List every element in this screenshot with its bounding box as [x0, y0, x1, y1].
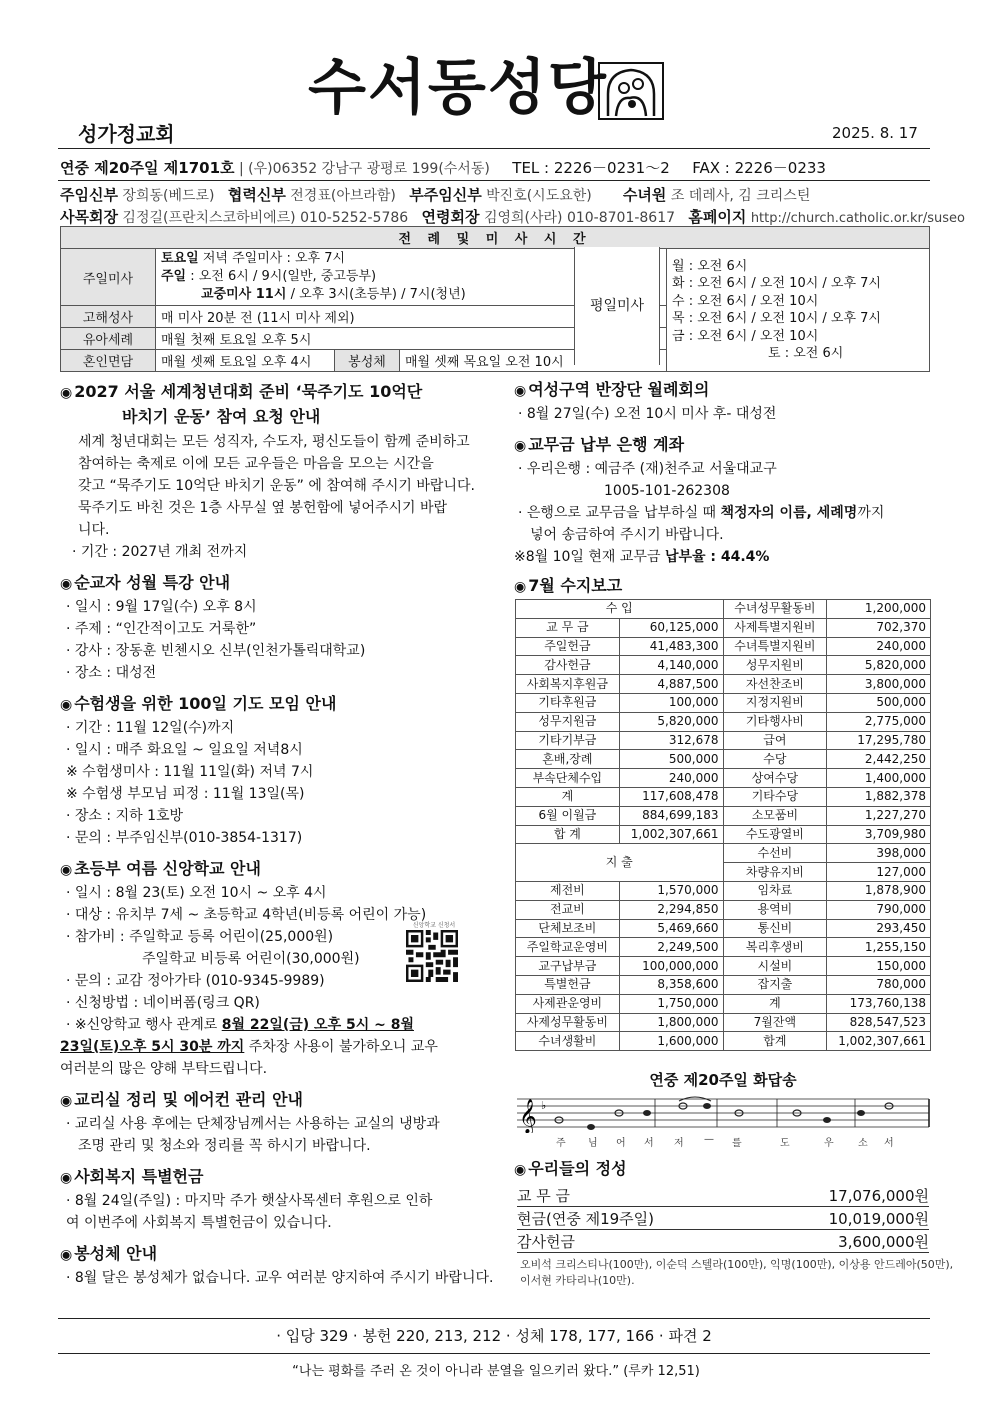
item-cell: 합 계: [516, 825, 620, 844]
weekday-mon: 월 : 오전 6시: [672, 258, 748, 274]
amount-cell: 1,002,307,661: [827, 1032, 931, 1051]
baptism-label: 유아세례: [61, 328, 156, 350]
item-cell: 사회복지후원금: [516, 675, 620, 694]
body-line: ※ 수험생미사 : 11월 11일(화) 저녁 7시: [66, 764, 314, 780]
weekday-fri: 금 : 오전 6시 / 오전 10시: [672, 328, 819, 344]
section-heading: [514, 378, 932, 403]
bullet-icon: ◉: [60, 862, 73, 878]
qr-caption: 신앙학교 신청서: [412, 922, 456, 929]
issue-line: [60, 157, 826, 178]
parking-notice: [66, 1014, 490, 1036]
body-line: · 기간 : 2027년 개최 전까지: [72, 544, 248, 560]
heading-text: 여성구역 반장단 월례회의: [528, 380, 710, 399]
item-cell: 기타후원금: [516, 693, 620, 712]
body-line: · 기간 : 11월 12일(수)까지: [66, 720, 235, 736]
amount-cell: 2,442,250: [827, 750, 931, 769]
tel: TEL : 2226－0231～2: [512, 159, 670, 177]
confession-label: 고해성사: [61, 306, 156, 328]
section-heading: [60, 380, 490, 405]
amount-cell: 127,000: [827, 863, 931, 882]
amount-cell: 1,002,307,661: [619, 825, 723, 844]
amount-cell: 1,750,000: [619, 994, 723, 1013]
item-cell: 기타기부금: [516, 731, 620, 750]
sun-time: : 오전 6시 / 9시(일반, 중고등부): [190, 269, 377, 284]
heading-text: 바치기 운동’ 참여 요청 안내: [122, 407, 321, 426]
staff-label: 홈페이지: [688, 208, 747, 226]
item-cell: 부속단체수입: [516, 769, 620, 788]
church-subtitle: 성가정교회: [78, 122, 175, 146]
attendance-stats: · 입당 329 · 봉헌 220, 213, 212 · 성체 178, 177, 166 · 파견 2: [58, 1318, 930, 1354]
amount-cell: 240,000: [827, 637, 931, 656]
amount-cell: 2,249,500: [619, 938, 723, 957]
finance-row: [516, 900, 931, 919]
amount-cell: 5,820,000: [619, 712, 723, 731]
body-line: · 강사 : 장동훈 빈첸시오 신부(인천가톨릭대학교): [66, 643, 366, 659]
staff-label: 부주임신부: [409, 186, 482, 204]
bullet-icon: ◉: [60, 1170, 73, 1186]
amount-cell: 5,469,660: [619, 919, 723, 938]
body-line: 니다.: [78, 522, 110, 538]
finance-row: [516, 1032, 931, 1051]
body-text: 까지: [857, 505, 885, 521]
bullet-icon: ◉: [60, 697, 73, 713]
item-cell: 임차료: [723, 881, 827, 900]
finance-row: [516, 881, 931, 900]
body-line: 갖고 “묵주기도 10억단 바치기 운동” 에 참여해 주시기 바랍니다.: [78, 478, 475, 494]
section-heading: [60, 1165, 490, 1190]
body-line: 묵주기도 바친 것은 1층 사무실 옆 봉헌함에 넣어주시기 바랍: [78, 500, 448, 516]
amount-cell: 17,295,780: [827, 731, 931, 750]
finance-table: [515, 599, 931, 1051]
amount-cell: 3,709,980: [827, 825, 931, 844]
finance-row: [516, 787, 931, 806]
finance-row: [516, 656, 931, 675]
bullet-icon: ◉: [514, 438, 527, 454]
heading-text: 봉성체 안내: [74, 1244, 158, 1263]
staff-value: 김영희(사라) 010-8701-8617: [483, 210, 676, 226]
staff-label: 주임신부: [60, 186, 118, 204]
body-line: 여러분의 많은 양해 부탁드립니다.: [60, 1061, 268, 1077]
sunday-mass-label: 주일미사: [61, 249, 156, 306]
amount-cell: 4,140,000: [619, 656, 723, 675]
body-text: · 은행으로 교무금을 납부하실 때: [518, 505, 717, 521]
bullet-icon: ◉: [60, 1093, 73, 1109]
mass-schedule-table: [60, 226, 930, 372]
offering-label: 교 무 금: [517, 1187, 571, 1205]
item-cell: 주일학교운영비: [516, 938, 620, 957]
bullet-icon: ◉: [514, 383, 527, 399]
item-cell: 교구납부금: [516, 957, 620, 976]
homepage-link[interactable]: http://church.catholic.or.kr/suseo: [750, 211, 965, 226]
amount-cell: 828,547,523: [827, 1013, 931, 1032]
item-cell: 소모품비: [723, 806, 827, 825]
finance-row: [516, 919, 931, 938]
finance-row: [516, 975, 931, 994]
item-cell: 교 무 금: [516, 618, 620, 637]
item-cell: 수녀성무활동비: [723, 600, 827, 619]
staff-label: 사목회장: [60, 208, 118, 226]
item-cell: 통신비: [723, 919, 827, 938]
offering-value: 17,076,000원: [828, 1187, 929, 1205]
amount-cell: 293,450: [827, 919, 931, 938]
section-heading: [514, 574, 932, 599]
sun-label: 주일: [161, 269, 187, 284]
finance-row: [516, 844, 931, 863]
section-heading: [514, 1157, 627, 1182]
staff-label: 수녀원: [622, 186, 667, 204]
item-cell: 기타행사비: [723, 712, 827, 731]
body-line: 넣어 송금하여 주시기 바랍니다.: [530, 527, 724, 543]
amount-cell: 1,882,378: [827, 787, 931, 806]
item-cell: 자선찬조비: [723, 675, 827, 694]
amount-cell: 1,600,000: [619, 1032, 723, 1051]
holy-family-logo-icon: [598, 62, 664, 120]
section-heading: [514, 433, 932, 458]
amount-cell: 3,800,000: [827, 675, 931, 694]
amount-cell: 398,000: [827, 844, 931, 863]
amount-cell: 60,125,000: [619, 618, 723, 637]
heading-text: 초등부 여름 신앙학교 안내: [74, 859, 261, 878]
svg-text:♭: ♭: [541, 1099, 547, 1112]
body-line: · 교리실 사용 후에는 단체장님께서는 사용하는 교실의 냉방과: [66, 1116, 440, 1132]
finance-row: [516, 675, 931, 694]
item-cell: 주일헌금: [516, 637, 620, 656]
donor-list: [520, 1257, 954, 1289]
finance-row: [516, 1013, 931, 1032]
amount-cell: 240,000: [619, 769, 723, 788]
body-line: · 장소 : 지하 1호방: [66, 808, 184, 824]
main-mass-label: 교중미사 11시: [201, 287, 287, 302]
holy-communion-time: 매월 셋째 목요일 오전 10시: [400, 350, 667, 372]
amount-cell: 150,000: [827, 957, 931, 976]
emphasis-text: 23일(토)오후 5시 30분 까지: [60, 1039, 245, 1055]
section-heading: [60, 692, 490, 717]
bank-account-number: 1005-101-262308: [604, 483, 730, 499]
heading-text: 2027 서울 세계청년대회 준비 ‘묵주기도 10억단: [74, 382, 423, 401]
offering-label: 감사헌금: [517, 1233, 575, 1251]
item-cell: 수녀특별지원비: [723, 637, 827, 656]
qr-code-icon: [406, 930, 458, 982]
body-line: · 장소 : 대성전: [66, 665, 157, 681]
holy-communion-label: 봉성체: [335, 350, 400, 372]
offering-value: 3,600,000원: [838, 1233, 929, 1251]
finance-row: [516, 994, 931, 1013]
issue-number: 연중 제20주일 제1701호: [60, 159, 235, 177]
item-cell: 7월잔액: [723, 1013, 827, 1032]
psalm-staff: [515, 1093, 931, 1133]
amount-cell: 173,760,138: [827, 994, 931, 1013]
lyric-syllable: 를: [732, 1138, 742, 1149]
staff-value: 김정길(프란치스코하비에르) 010-5252-5786: [122, 210, 409, 226]
payment-rate: 납부율 : 44.4%: [664, 549, 770, 565]
amount-cell: 780,000: [827, 975, 931, 994]
item-cell: 기타수당: [723, 787, 827, 806]
bank-line: · 우리은행 : 예금주 (재)천주교 서울대교구: [518, 461, 777, 477]
finance-row: [516, 938, 931, 957]
amount-cell: 2,294,850: [619, 900, 723, 919]
amount-cell: 2,775,000: [827, 712, 931, 731]
item-cell: 특별헌금: [516, 975, 620, 994]
offering-row: [517, 1185, 929, 1207]
staff-value: 박진호(시도요한): [486, 188, 592, 204]
bulletin-date: 2025. 8. 17: [832, 124, 918, 142]
body-line: · 문의 : 교감 정아가타 (010-9345-9989): [66, 973, 325, 989]
finance-row: [516, 769, 931, 788]
address: | (우)06352 강남구 광평로 199(수서동): [238, 161, 490, 177]
item-cell: 시설비: [723, 957, 827, 976]
item-cell: 복리후생비: [723, 938, 827, 957]
amount-cell: 5,820,000: [827, 656, 931, 675]
weekday-tue: 화 : 오전 6시 / 오전 10시 / 오후 7시: [672, 276, 881, 291]
heading-text: 우리들의 정성: [528, 1159, 627, 1178]
bullet-icon: ◉: [514, 1162, 527, 1178]
staff-label: 협력신부: [227, 186, 286, 204]
left-column: [60, 380, 494, 1289]
sat-time: 저녁 주일미사 : 오후 7시: [202, 251, 346, 266]
expense-header: 지 출: [516, 844, 724, 882]
heading-text: 순교자 성월 특강 안내: [74, 573, 231, 592]
amount-cell: 1,255,150: [827, 938, 931, 957]
body-line: 주일학교 비등록 어린이(30,000원): [142, 951, 360, 967]
finance-row: [516, 637, 931, 656]
lyric-syllable: 우: [824, 1138, 834, 1149]
section-heading: [60, 571, 490, 596]
weekday-wed: 수 : 오전 6시 / 오전 10시: [672, 293, 819, 309]
lyric-syllable: 서: [884, 1138, 894, 1149]
heading-text: 교리실 정리 및 에어컨 관리 안내: [74, 1090, 303, 1109]
body-line: · 주제 : “인간적이고도 거룩한”: [66, 621, 257, 637]
item-cell: 수당: [723, 750, 827, 769]
amount-cell: 41,483,300: [619, 637, 723, 656]
staff-label: 연령회장: [421, 208, 480, 226]
body-line: · 8월 27일(수) 오전 10시 미사 후- 대성전: [518, 406, 777, 422]
offering-row: [517, 1208, 929, 1230]
weekday-sat: 토 : 오전 6시: [768, 346, 844, 361]
finance-row: [516, 693, 931, 712]
income-header: 수 입: [516, 600, 724, 619]
heading-text: 수험생을 위한 100일 기도 모임 안내: [74, 694, 337, 713]
body-text: · ※신앙학교 행사 관계로: [66, 1017, 218, 1033]
offering-row: [517, 1231, 929, 1253]
body-line: · 8월 24일(주일) : 마지막 주가 햇살사목센터 후원으로 인하: [66, 1193, 433, 1209]
item-cell: 성무지원금: [516, 712, 620, 731]
scripture-quote: “나는 평화를 주러 온 것이 아니라 분열을 일으키러 왔다.” (루카 12,51): [292, 1364, 700, 1379]
heading-text: 교무금 납부 은행 계좌: [528, 435, 685, 454]
svg-text:𝄞: 𝄞: [519, 1099, 537, 1133]
weekday-times: [667, 249, 930, 372]
staff-value: 전경표(아브라함): [290, 188, 396, 204]
finance-row: [516, 618, 931, 637]
lyric-syllable: 소: [858, 1138, 868, 1149]
staff-line-2: [60, 206, 965, 227]
body-line: 세계 청년대회는 모든 성직자, 수도자, 평신도들이 함께 준비하고: [78, 434, 470, 450]
lyric-syllable: 님: [588, 1138, 598, 1149]
amount-cell: 702,370: [827, 618, 931, 637]
bullet-icon: ◉: [60, 576, 73, 592]
item-cell: 수녀생활비: [516, 1032, 620, 1051]
body-line: 여 이번주에 사회복지 특별헌금이 있습니다.: [66, 1215, 332, 1231]
item-cell: 단체보조비: [516, 919, 620, 938]
lyric-syllable: 도: [780, 1138, 790, 1149]
section-heading: [60, 1088, 490, 1113]
baptism-time: 매월 첫째 토요일 오후 5시: [156, 328, 667, 350]
body-line: · 대상 : 유치부 7세 ~ 초등학교 4학년(비등록 어린이 가능): [66, 907, 427, 923]
lyric-syllable: 주: [556, 1138, 566, 1149]
amount-cell: 100,000,000: [619, 957, 723, 976]
offering-value: 10,019,000원: [828, 1210, 929, 1228]
item-cell: 수도광열비: [723, 825, 827, 844]
bullet-icon: ◉: [514, 579, 527, 595]
item-cell: 사제특별지원비: [723, 618, 827, 637]
body-text: ※8월 10일 현재 교무금: [514, 549, 661, 565]
finance-row: [516, 825, 931, 844]
staff-value: 장희동(베드로): [122, 188, 215, 204]
staff-value: 조 데레사, 김 크리스틴: [670, 188, 811, 204]
finance-row: [516, 712, 931, 731]
lyric-syllable: 저: [674, 1138, 684, 1149]
heading-text: 사회복지 특별헌금: [74, 1167, 204, 1186]
right-column: [514, 378, 932, 599]
lyric-syllable: 서: [644, 1138, 654, 1149]
item-cell: 계: [723, 994, 827, 1013]
section-heading: [60, 857, 490, 882]
amount-cell: 4,887,500: [619, 675, 723, 694]
item-cell: 합계: [723, 1032, 827, 1051]
schedule-header: 전 례 및 미 사 시 간: [61, 227, 930, 249]
amount-cell: 1,400,000: [827, 769, 931, 788]
amount-cell: 100,000: [619, 693, 723, 712]
finance-row: [516, 806, 931, 825]
item-cell: 수선비: [723, 844, 827, 863]
item-cell: 사제관운영비: [516, 994, 620, 1013]
bullet-icon: ◉: [60, 1247, 73, 1263]
body-line: ※ 수험생 부모님 피정 : 11월 13일(목): [66, 786, 305, 802]
item-cell: 계: [516, 787, 620, 806]
psalm-title: 연중 제20주일 화답송: [649, 1071, 797, 1089]
item-cell: 감사헌금: [516, 656, 620, 675]
body-line: · 일시 : 9월 17일(수) 오후 8시: [66, 599, 257, 615]
item-cell: 성무지원비: [723, 656, 827, 675]
item-cell: 전교비: [516, 900, 620, 919]
qr-code[interactable]: [406, 922, 462, 989]
amount-cell: 117,608,478: [619, 787, 723, 806]
item-cell: 잡지출: [723, 975, 827, 994]
item-cell: 차량유지비: [723, 863, 827, 882]
church-title: 수서동성당: [308, 53, 608, 123]
offering-label: 현금(연중 제19주일): [517, 1210, 654, 1228]
divider: [58, 148, 930, 149]
finance-row: [516, 957, 931, 976]
amount-cell: 1,570,000: [619, 881, 723, 900]
fax: FAX : 2226－0233: [692, 159, 826, 177]
finance-row: [516, 600, 931, 619]
item-cell: 지정지원비: [723, 693, 827, 712]
marriage-label: 혼인면담: [61, 350, 156, 372]
amount-cell: 1,227,270: [827, 806, 931, 825]
body-line: 참여하는 축제로 이에 모든 교우들은 마음을 모으는 시간을: [78, 456, 434, 472]
finance-row: [516, 731, 931, 750]
body-line: 조명 관리 및 청소와 정리를 꼭 하시기 바랍니다.: [78, 1138, 371, 1154]
music-staff-icon: [515, 1093, 931, 1133]
amount-cell: 1,878,900: [827, 881, 931, 900]
lyric-syllable: 어: [616, 1138, 626, 1149]
body-line: · 일시 : 8월 23(토) 오전 10시 ~ 오후 4시: [66, 885, 327, 901]
staff-line-1: [60, 184, 810, 205]
amount-cell: 790,000: [827, 900, 931, 919]
amount-cell: 312,678: [619, 731, 723, 750]
body-text: 주차장 사용이 불가하오니 교우: [248, 1039, 438, 1055]
sat-label: 토요일: [161, 251, 199, 266]
body-line: · 일시 : 매주 화요일 ~ 일요일 저녁8시: [66, 742, 303, 758]
item-cell: 제전비: [516, 881, 620, 900]
amount-cell: 1,200,000: [827, 600, 931, 619]
emphasis-text: 8월 22일(금) 오후 5시 ~ 8월: [221, 1017, 414, 1033]
section-heading: [60, 1242, 490, 1267]
item-cell: 급여: [723, 731, 827, 750]
donor-line: 이서현 카타리나(10만).: [520, 1274, 635, 1287]
donor-line: 오비석 크리스티나(100만), 이순덕 스텔라(100만), 익명(100만), 이상용 안드레아(50만),: [520, 1258, 954, 1271]
body-line: · 문의 : 부주임신부(010-3854-1317): [66, 830, 303, 846]
amount-cell: 1,800,000: [619, 1013, 723, 1032]
item-cell: 용역비: [723, 900, 827, 919]
divider: [58, 180, 930, 181]
confession-time: 매 미사 20분 전 (11시 미사 제외): [156, 306, 667, 328]
sun-time-2: / 오후 3시(초등부) / 7시(청년): [290, 287, 466, 302]
weekday-thu: 목 : 오전 6시 / 오전 10시 / 오후 7시: [672, 311, 881, 326]
emphasis-text: 책정자의 이름, 세례명: [720, 505, 858, 521]
item-cell: 상여수당: [723, 769, 827, 788]
bullet-icon: ◉: [60, 385, 73, 401]
amount-cell: 500,000: [619, 750, 723, 769]
marriage-time: 매월 셋째 토요일 오후 4시: [156, 350, 335, 372]
body-line: · 신청방법 : 네이버폼(링크 QR): [66, 995, 260, 1011]
lyric-syllable: —: [704, 1134, 714, 1145]
amount-cell: 500,000: [827, 693, 931, 712]
item-cell: 사제성무활동비: [516, 1013, 620, 1032]
item-cell: 6월 이월금: [516, 806, 620, 825]
amount-cell: 884,699,183: [619, 806, 723, 825]
amount-cell: 8,358,600: [619, 975, 723, 994]
finance-row: [516, 750, 931, 769]
weekday-mass-label: 평일미사: [574, 247, 660, 365]
heading-text: 7월 수지보고: [528, 576, 623, 595]
body-line: · 참가비 : 주일학교 등록 어린이(25,000원): [66, 929, 334, 945]
body-line: · 8월 달은 봉성체가 없습니다. 교우 여러분 양지하여 주시기 바랍니다.: [66, 1270, 494, 1286]
item-cell: 혼배,장례: [516, 750, 620, 769]
